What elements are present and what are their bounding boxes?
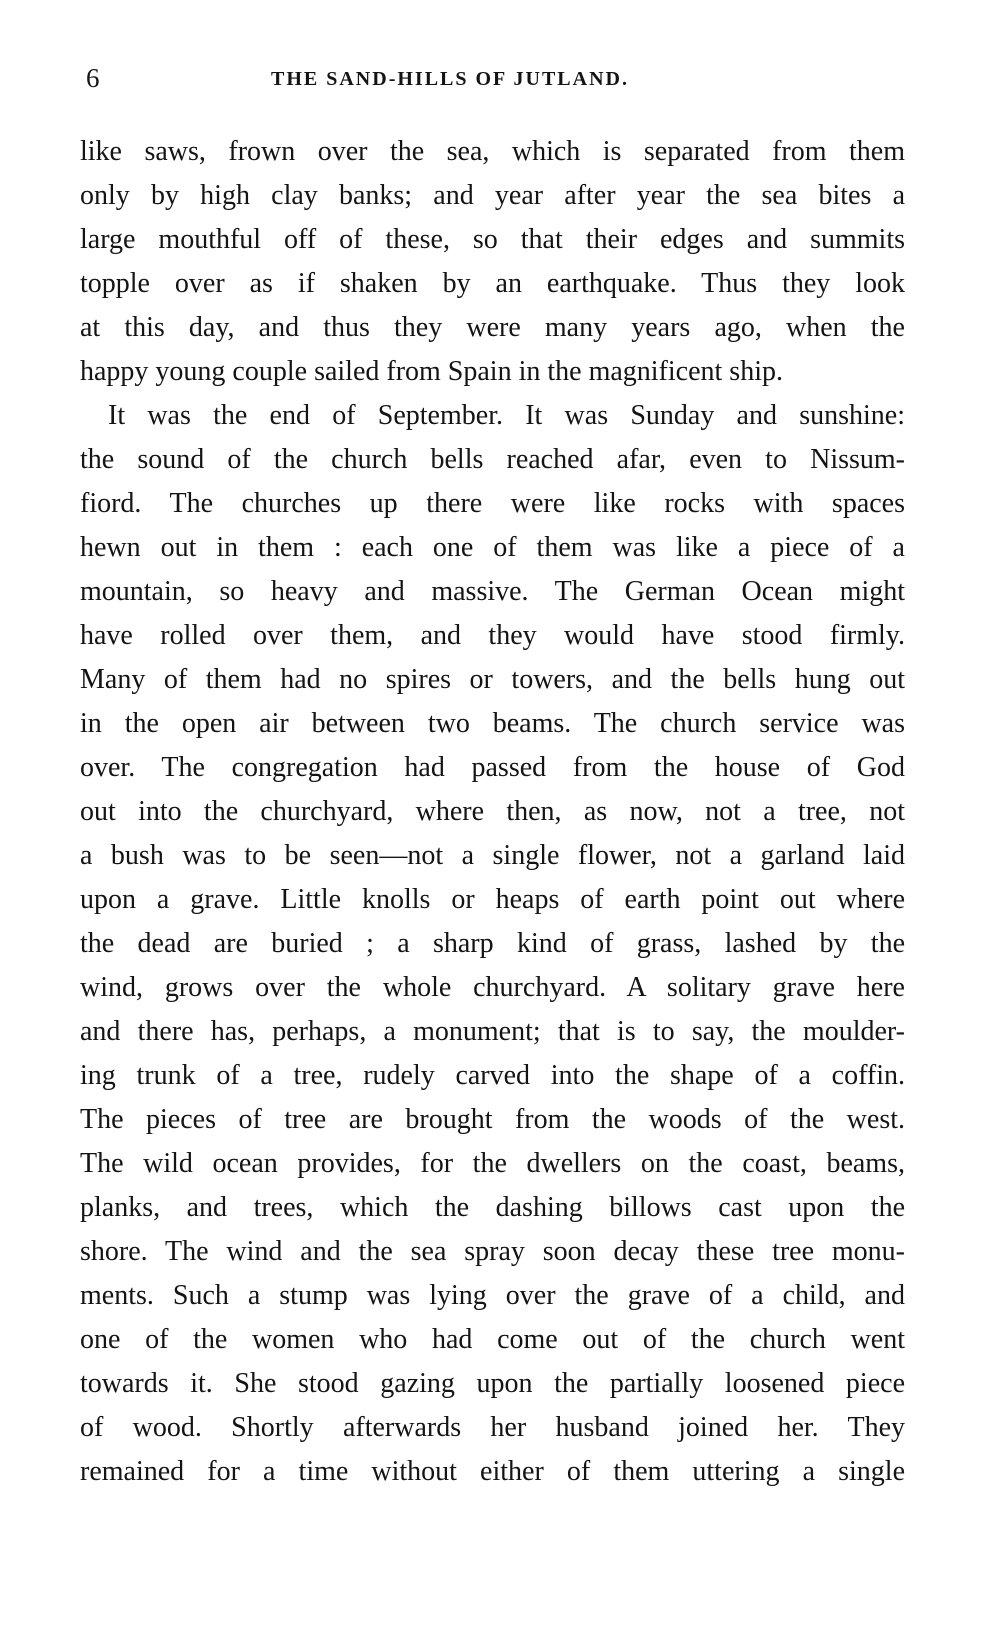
text-line: over. The congregation had passed from the house of God: [80, 752, 905, 783]
text-line: ments. Such a stump was lying over the grave of a child, and: [80, 1280, 905, 1311]
text-line: topple over as if shaken by an earthquake. Thus they look: [80, 268, 905, 299]
text-line: and there has, perhaps, a monument; that is to say, the moulder-: [80, 1016, 905, 1047]
text-line: have rolled over them, and they would have stood firmly.: [80, 620, 905, 651]
text-line: hewn out in them : each one of them was like a piece of a: [80, 532, 905, 563]
text-line: of wood. Shortly afterwards her husband joined her. They: [80, 1412, 905, 1443]
text-line: like saws, frown over the sea, which is separated from them: [80, 136, 905, 167]
text-line: remained for a time without either of them uttering a single: [80, 1456, 905, 1487]
text-line: at this day, and thus they were many years ago, when the: [80, 312, 905, 343]
text-line: happy young couple sailed from Spain in the magnificent ship.: [80, 356, 783, 387]
text-line: It was the end of September. It was Sunday and sunshine:: [108, 400, 905, 431]
text-line: fiord. The churches up there were like rocks with spaces: [80, 488, 905, 519]
text-line: in the open air between two beams. The church service was: [80, 708, 905, 739]
text-line: upon a grave. Little knolls or heaps of earth point out where: [80, 884, 905, 915]
text-line: wind, grows over the whole churchyard. A solitary grave here: [80, 972, 905, 1003]
text-line: The wild ocean provides, for the dwellers on the coast, beams,: [80, 1148, 905, 1179]
body-text: [80, 130, 905, 1494]
text-line: a bush was to be seen—not a single flower, not a garland laid: [80, 840, 905, 871]
text-line: out into the churchyard, where then, as now, not a tree, not: [80, 796, 905, 827]
text-line: the dead are buried ; a sharp kind of grass, lashed by the: [80, 928, 905, 959]
text-line: planks, and trees, which the dashing billows cast upon the: [80, 1192, 905, 1223]
page-header: [86, 62, 916, 102]
text-line: one of the women who had come out of the church went: [80, 1324, 905, 1355]
text-line: towards it. She stood gazing upon the partially loosened piece: [80, 1368, 905, 1399]
text-line: ing trunk of a tree, rudely carved into the shape of a coffin.: [80, 1060, 905, 1091]
text-line: mountain, so heavy and massive. The German Ocean might: [80, 576, 905, 607]
running-title: THE SAND-HILLS OF JUTLAND.: [271, 68, 629, 90]
text-line: only by high clay banks; and year after year the sea bites a: [80, 180, 905, 211]
text-line: the sound of the church bells reached afar, even to Nissum-: [80, 444, 905, 475]
text-line: The pieces of tree are brought from the woods of the west.: [80, 1104, 905, 1135]
text-line: large mouthful off of these, so that their edges and summits: [80, 224, 905, 255]
page-number: 6: [86, 63, 100, 93]
text-line: Many of them had no spires or towers, and the bells hung out: [80, 664, 905, 695]
text-line: shore. The wind and the sea spray soon decay these tree monu-: [80, 1236, 905, 1267]
